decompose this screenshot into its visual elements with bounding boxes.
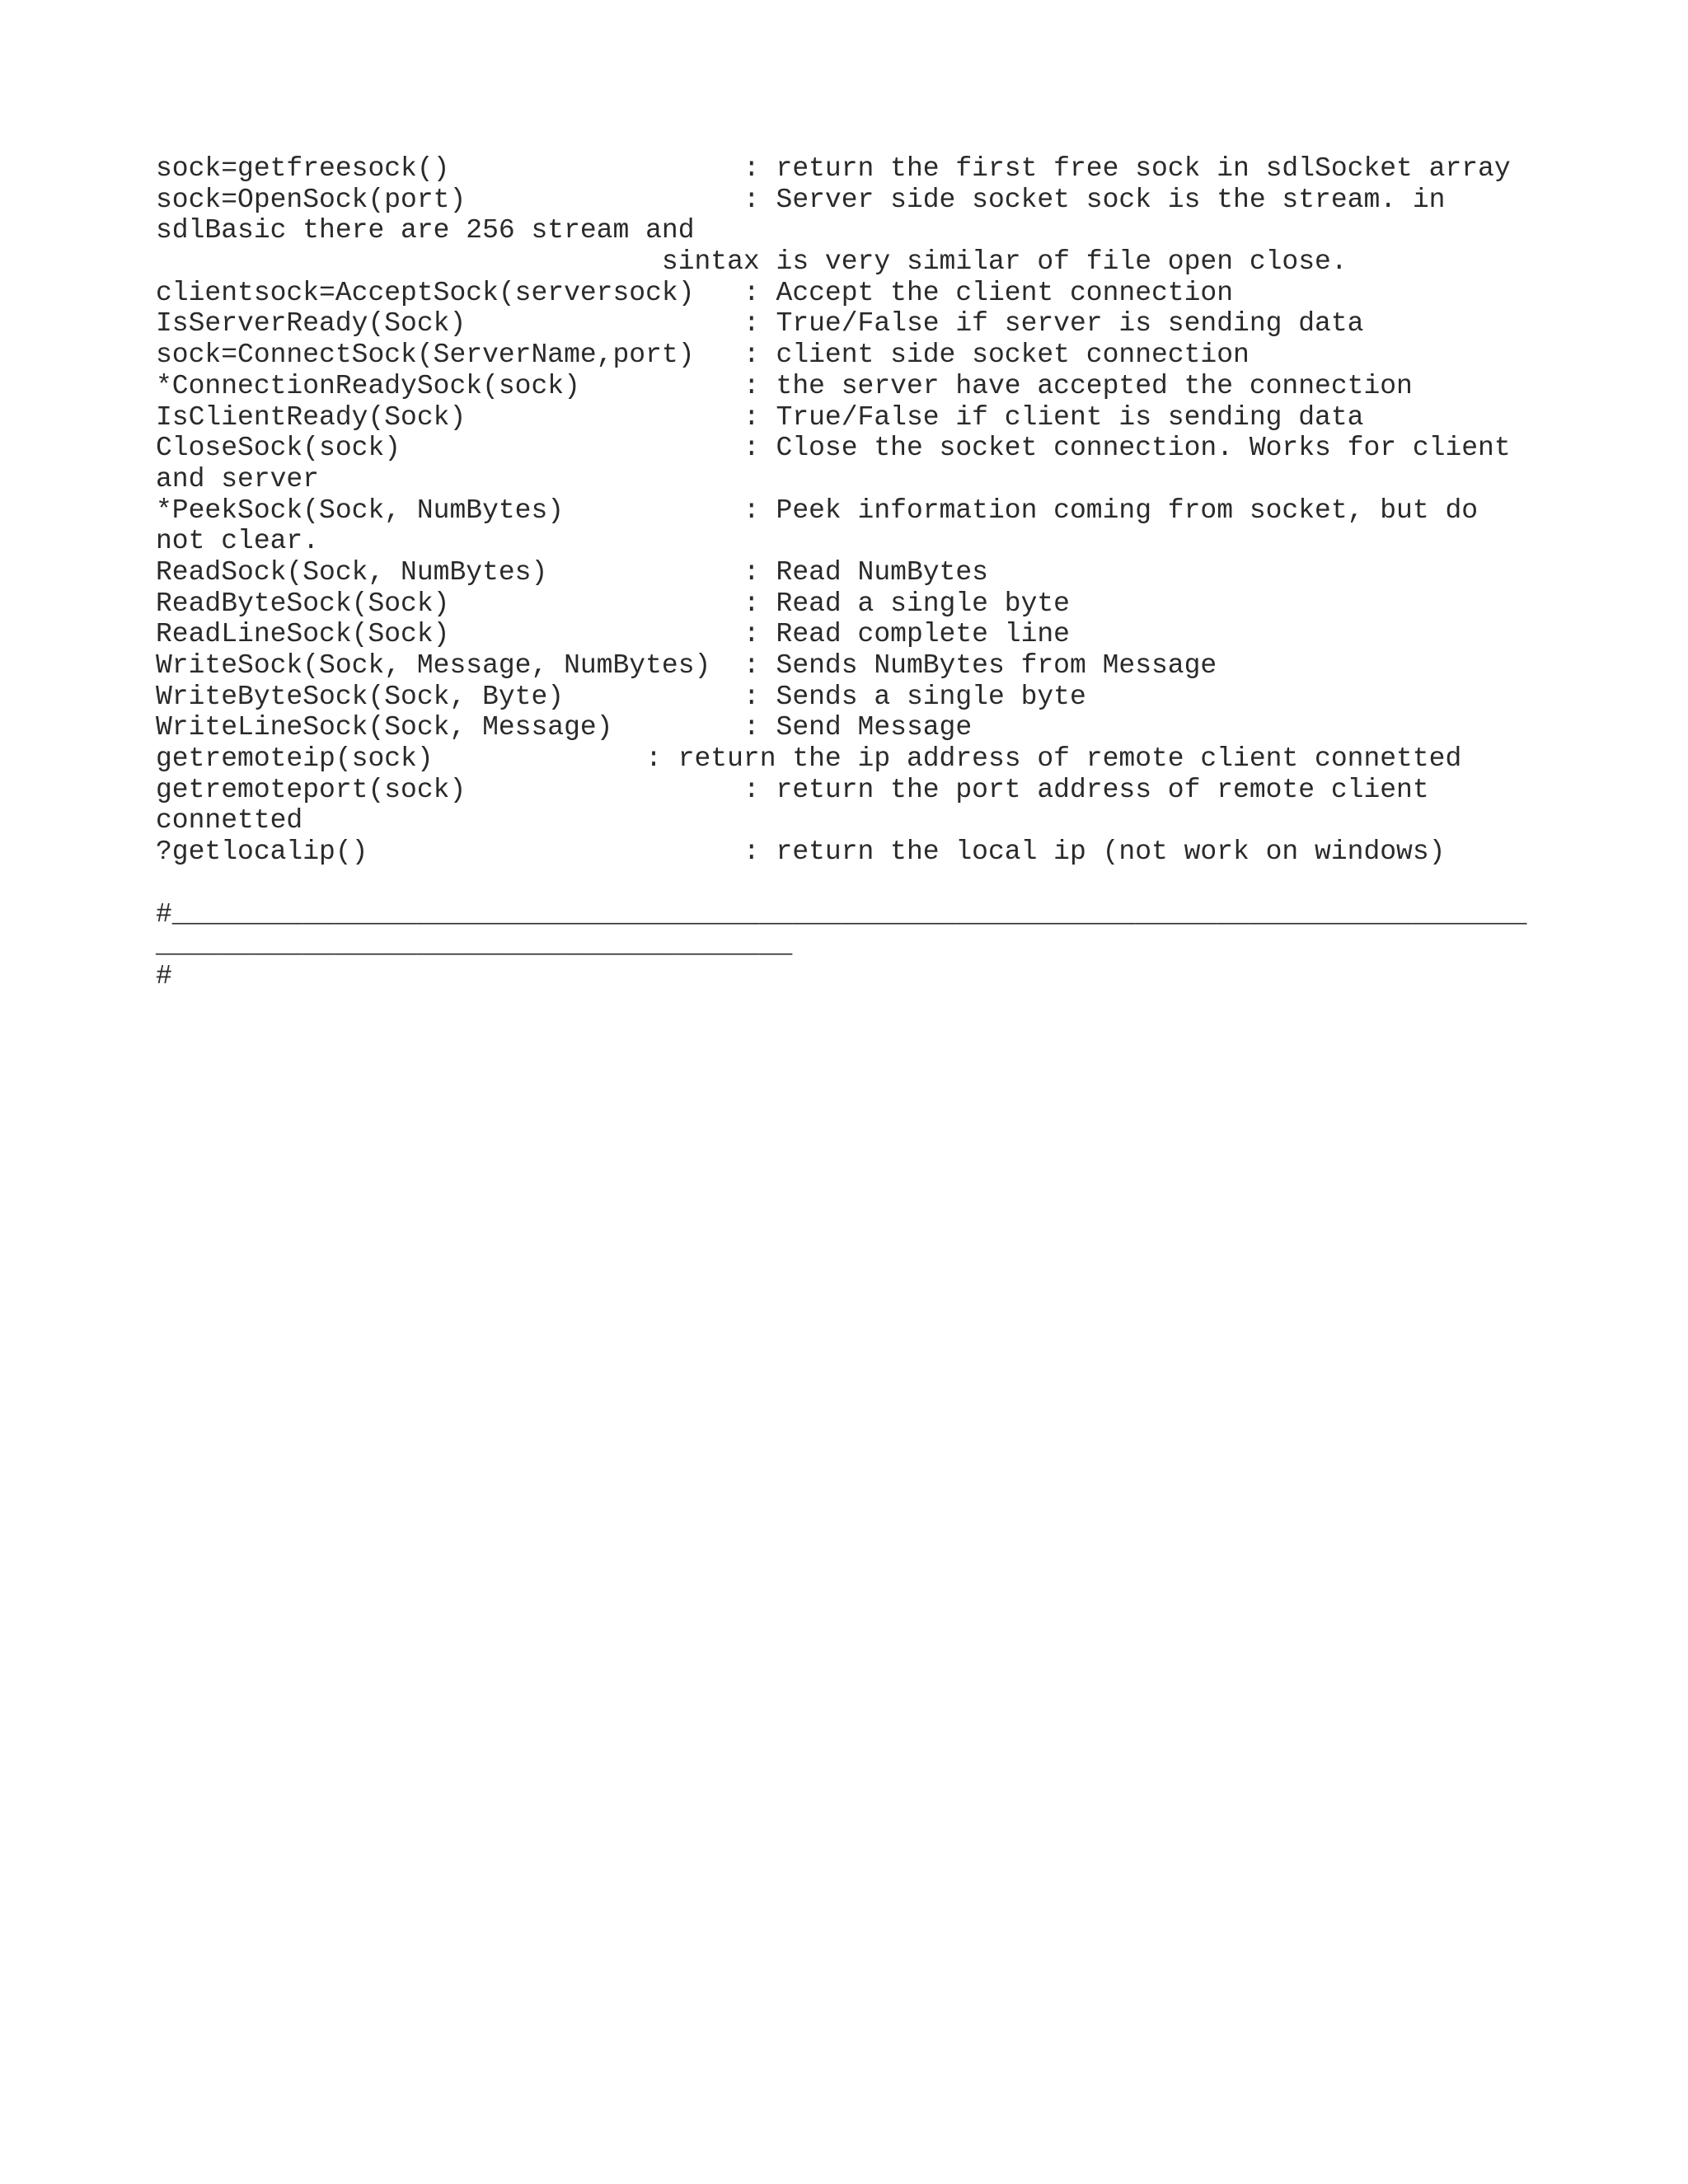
doc-line: sock=getfreesock() : return the first free sock in sdlSocket array <box>156 153 1511 184</box>
doc-line: ReadByteSock(Sock) : Read a single byte <box>156 588 1070 619</box>
separator-hash: # <box>156 960 172 991</box>
doc-line: CloseSock(sock) : Close the socket connection. Works for client <box>156 433 1511 464</box>
doc-line: sdlBasic there are 256 stream and <box>156 215 695 246</box>
doc-line: *PeekSock(Sock, NumBytes) : Peek information coming from socket, but do <box>156 494 1479 526</box>
doc-line: connetted <box>156 805 303 837</box>
doc-line: *ConnectionReadySock(sock) : the server have accepted the connection <box>156 370 1413 401</box>
doc-line: ?getlocalip() : return the local ip (not work on windows) <box>156 837 1446 868</box>
blank-line <box>156 868 1557 899</box>
doc-line: WriteByteSock(Sock, Byte) : Sends a single byte <box>156 681 1086 712</box>
doc-line: sock=ConnectSock(ServerName,port) : client side socket connection <box>156 340 1250 371</box>
doc-line: sintax is very similar of file open close. <box>156 246 1348 278</box>
document-body <box>156 153 1557 992</box>
doc-line: IsServerReady(Sock) : True/False if server is sending data <box>156 308 1364 340</box>
doc-line: ReadLineSock(Sock) : Read complete line <box>156 619 1070 650</box>
doc-line: getremoteport(sock) : return the port address of remote client <box>156 774 1429 805</box>
separator-line: #___________________________________________________________________________________ <box>156 898 1527 930</box>
doc-line: clientsock=AcceptSock(serversock) : Accept the client connection <box>156 277 1234 308</box>
doc-line: IsClientReady(Sock) : True/False if client is sending data <box>156 401 1364 433</box>
doc-line: not clear. <box>156 526 320 557</box>
doc-line: sock=OpenSock(port) : Server side socket sock is the stream. in <box>156 184 1446 215</box>
doc-line: and server <box>156 463 320 494</box>
doc-line: ReadSock(Sock, NumBytes) : Read NumBytes <box>156 556 988 588</box>
separator-line: _______________________________________ <box>156 930 793 961</box>
doc-line: WriteSock(Sock, Message, NumBytes) : Sends NumBytes from Message <box>156 650 1217 681</box>
doc-line: WriteLineSock(Sock, Message) : Send Message <box>156 712 973 743</box>
doc-line: getremoteip(sock) : return the ip address of remote client connetted <box>156 743 1462 775</box>
